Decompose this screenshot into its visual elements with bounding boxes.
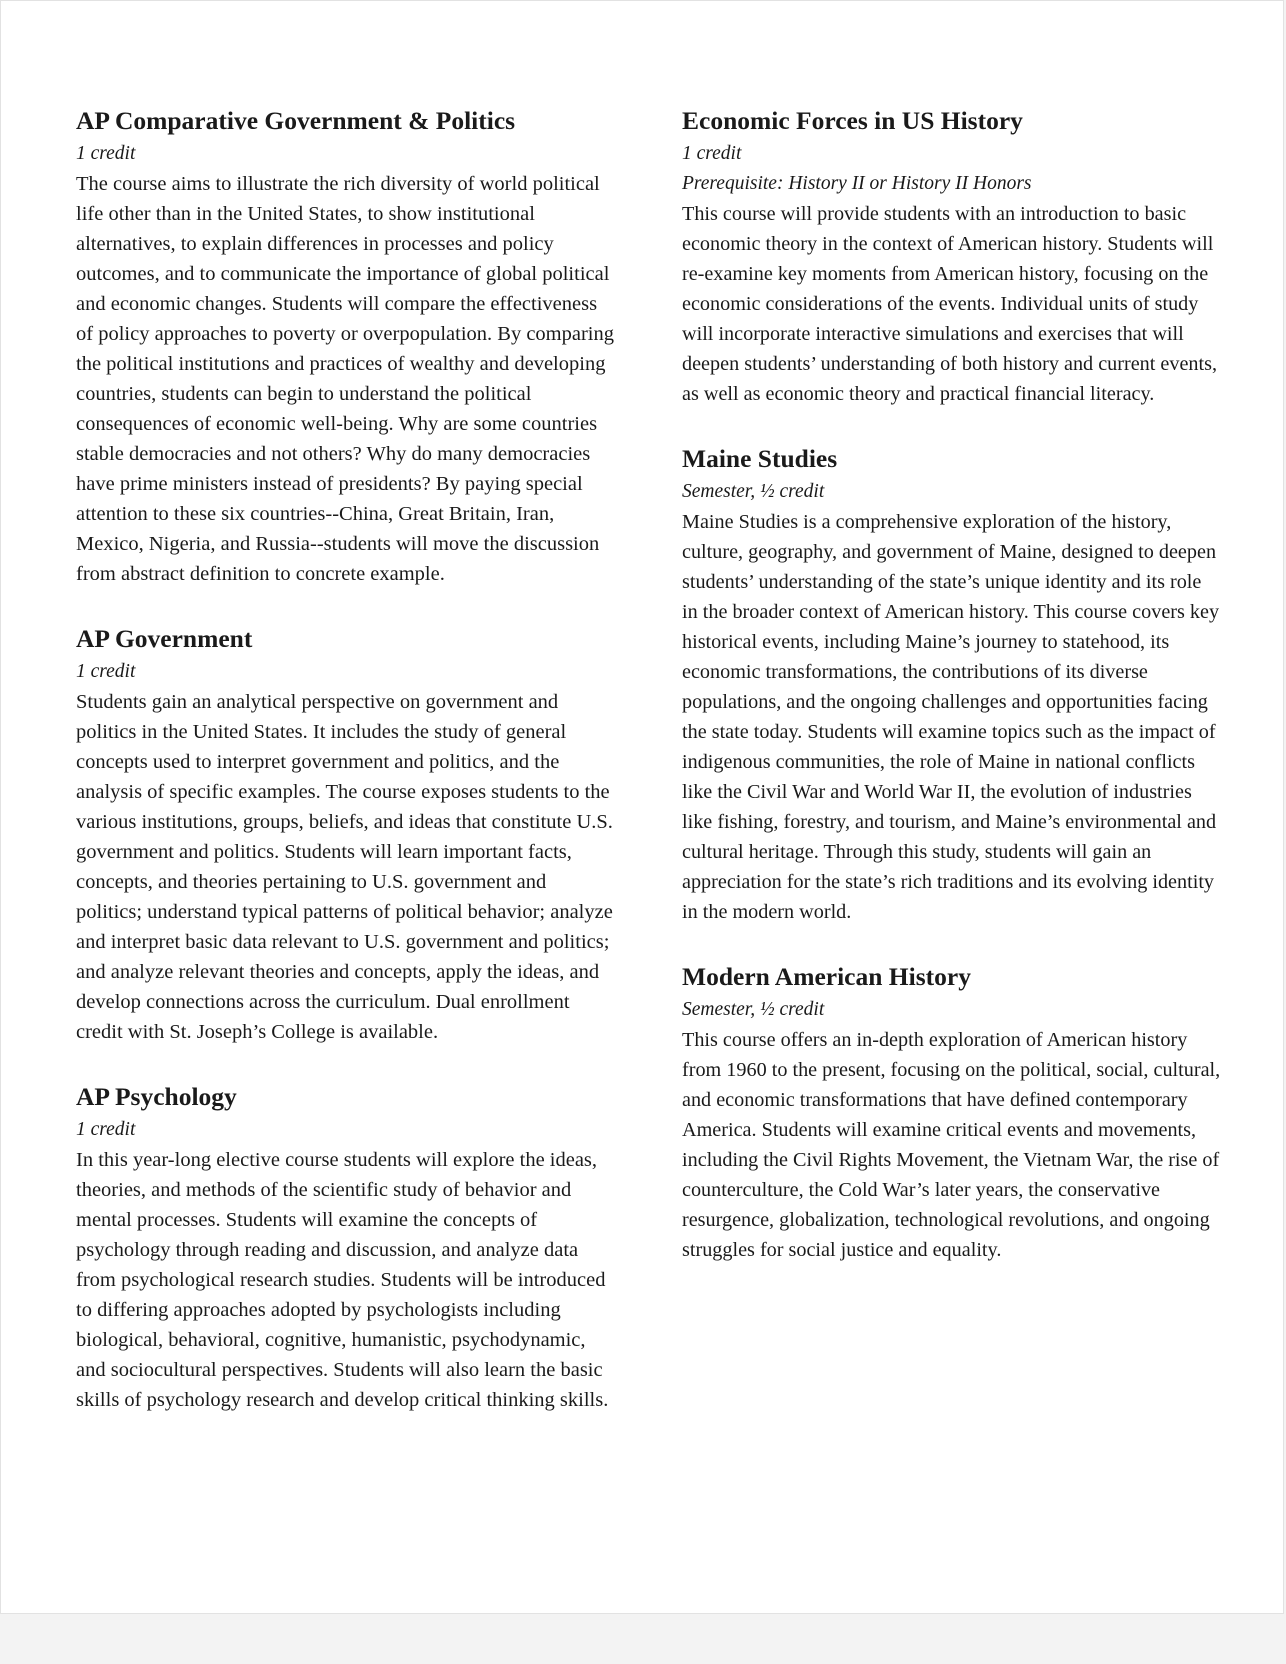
course-ap-government (76, 619, 614, 1047)
course-title: Economic Forces in US History (682, 106, 1023, 135)
course-description: The course aims to illustrate the rich diversity of world political life other than in the United States, to show institutional alternatives, to explain differences in processes and policy outcomes, and to communicate the importance of global political and economic changes. Students will compare the effectiveness of policy approaches to poverty or overpopulation. By comparing the political institutions and practices of wealthy and developing countries, students can begin to understand the political consequences of economic well-being. Why are some countries stable democracies and not others? Why do many democracies have prime ministers instead of presidents? By paying special attention to these six countries--China, Great Britain, Iran, Mexico, Nigeria, and Russia--students will move the discussion from abstract definition to concrete example. (76, 173, 614, 585)
course-title: AP Comparative Government & Politics (76, 106, 516, 135)
course-description: Students gain an analytical perspective on government and politics in the United States. It includes the study of general concepts used to interpret government and politics, and the analysis of specific examples. The course exposes students to the various institutions, groups, beliefs, and ideas that constitute U.S. government and politics. Students will learn important facts, concepts, and theories pertaining to U.S. government and politics; understand typical patterns of political behavior; analyze and interpret basic data relevant to U.S. government and politics; and analyze relevant theories and concepts, apply the ideas, and develop connections across the curriculum. Dual enrollment credit with St. Joseph’s College is available. (76, 691, 613, 1043)
course-modern-american-history (682, 957, 1222, 1265)
course-description: This course will provide students with an introduction to basic economic theory in the context of American history. Students will re-examine key moments from American history, focusing on the economic considerations of the events. Individual units of study will incorporate interactive simulations and exercises that will deepen students’ understanding of both history and current events, as well as economic theory and practical financial literacy. (682, 203, 1218, 405)
course-title: Modern American History (682, 962, 971, 991)
course-title: AP Psychology (76, 1082, 237, 1111)
course-credit: 1 credit (682, 143, 742, 164)
course-description: This course offers an in-depth exploration of American history from 1960 to the present, focusing on the political, social, cultural, and economic transformations that have defined contemporary America. Students will examine critical events and movements, including the Civil Rights Movement, the Vietnam War, the rise of counterculture, the Cold War’s later years, the conservative resurgence, globalization, technological revolutions, and ongoing struggles for social justice and equality. (682, 1029, 1221, 1261)
course-title: Maine Studies (682, 444, 838, 473)
course-description: In this year-long elective course students will explore the ideas, theories, and methods of the scientific study of behavior and mental processes. Students will examine the concepts of psychology through reading and discussion, and analyze data from psychological research studies. Students will be introduced to differing approaches adopted by psychologists including biological, behavioral, cognitive, humanistic, psychodynamic, and sociocultural perspectives. Students will also learn the basic skills of psychology research and develop critical thinking skills. (76, 1149, 609, 1411)
left-column (76, 101, 614, 1445)
course-economic-forces (682, 101, 1222, 409)
course-title: AP Government (76, 624, 253, 653)
course-credit: 1 credit (76, 661, 136, 682)
course-credit: Semester, ½ credit (682, 481, 825, 502)
right-column (682, 101, 1222, 1295)
course-ap-comparative-government (76, 101, 614, 589)
course-maine-studies (682, 439, 1222, 927)
course-credit: Semester, ½ credit (682, 999, 825, 1020)
course-prerequisite: Prerequisite: History II or History II Honors (682, 173, 1032, 194)
course-description: Maine Studies is a comprehensive exploration of the history, culture, geography, and government of Maine, designed to deepen students’ understanding of the state’s unique identity and its role in the broader context of American history. This course covers key historical events, including Maine’s journey to statehood, its economic transformations, the contributions of its diverse populations, and the ongoing challenges and opportunities facing the state today. Students will examine topics such as the impact of indigenous communities, the role of Maine in national conflicts like the Civil War and World War II, the evolution of industries like fishing, forestry, and tourism, and Maine’s environmental and cultural heritage. Through this study, students will gain an appreciation for the state’s rich traditions and its evolving identity in the modern world. (682, 511, 1220, 923)
course-credit: 1 credit (76, 143, 136, 164)
course-credit: 1 credit (76, 1119, 136, 1140)
course-ap-psychology (76, 1077, 614, 1415)
